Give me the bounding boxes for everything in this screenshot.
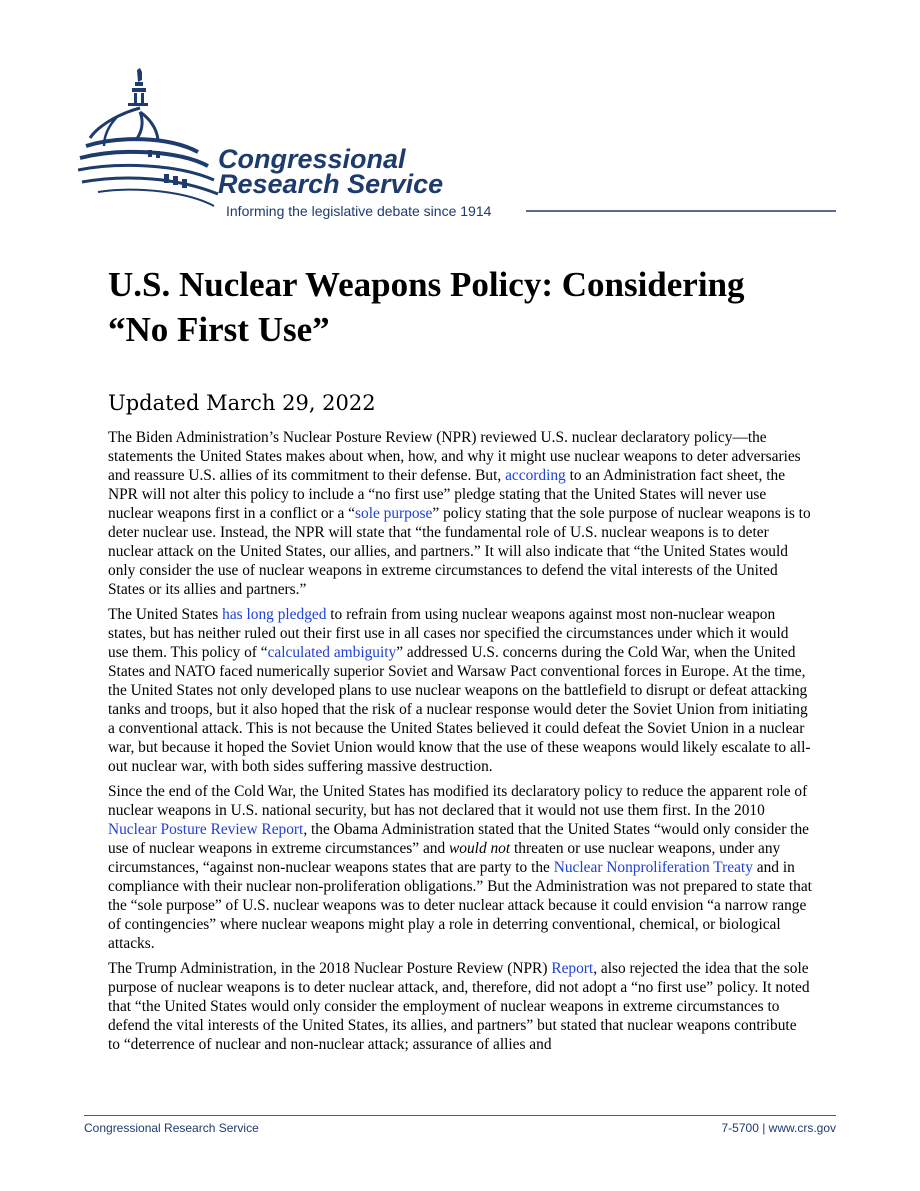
- link-has-long-pledged[interactable]: has long pledged: [222, 606, 327, 623]
- link-calculated-ambiguity[interactable]: calculated ambiguity: [267, 644, 397, 661]
- logo-line2: Research Service: [218, 169, 444, 199]
- footer-source: Congressional Research Service: [84, 1121, 259, 1135]
- logo-line1: Congressional: [218, 144, 406, 174]
- footer-id-url: 7-5700 | www.crs.gov: [721, 1121, 836, 1135]
- paragraph-2: The United States has long pledged to refrain from using nuclear weapons against most non-nuclear weapon states, but has neither ruled out their first use in all cases nor specified the circumstances under which it would use them. This policy of “calculated ambiguity” addressed U.S. concerns during the Cold War, when the United States and NATO faced numerically superior Soviet and Warsaw Pact conventional forces in Europe. At the time, the United States not only developed plans to use nuclear weapons on the battlefield to disrupt or defeat attacking tanks and troops, but it also hoped that the risk of a nuclear response would deter the Soviet Union from initiating a conventional attack. This is not because the United States believed it could defeat the Soviet Union in a nuclear war, but because it hoped the Soviet Union would know that the use of these weapons would likely escalate to all-out nuclear war, with both sides suffering massive destruction.: [108, 606, 811, 775]
- link-report-2018[interactable]: Report: [551, 960, 594, 977]
- link-according[interactable]: according: [505, 467, 566, 484]
- capitol-dome-icon: [78, 68, 218, 206]
- paragraph-3: Since the end of the Cold War, the United States has modified its declaratory policy to reduce the apparent role of nuclear weapons in U.S. national security, but has not declared that it would not use them first. In the 2010 Nuclear Posture Review Report, the Obama Administration stated that the United States “would only consider the use of nuclear weapons in extreme circumstances” and would not threaten or use nuclear weapons, under any circumstances, “against non-nuclear weapons states that are party to the Nuclear Nonproliferation Treaty and in compliance with their nuclear non-proliferation obligations.” But the Administration was not prepared to state that the “sole purpose” of U.S. nuclear weapons was to deter nuclear attack because it could envision “a narrow range of contingencies” where nuclear weapons might play a role in deterring conventional, chemical, or biological attacks.: [108, 783, 812, 952]
- link-npt[interactable]: Nuclear Nonproliferation Treaty: [553, 859, 753, 876]
- report-body: [108, 428, 812, 1060]
- footer-rule: [84, 1115, 836, 1116]
- link-npr-report-2010[interactable]: Nuclear Posture Review Report: [108, 821, 304, 838]
- crs-logo: [78, 66, 838, 222]
- paragraph-1: The Biden Administration’s Nuclear Posture Review (NPR) reviewed U.S. nuclear declaratory policy—the statements the United States makes about when, how, and why it might use nuclear weapons to deter adversaries and reassure U.S. allies of its commitment to their defense. But, according to an Administration fact sheet, the NPR will not alter this policy to include a “no first use” pledge stating that the United States will never use nuclear weapons first in a conflict or a “sole purpose” policy stating that the sole purpose of nuclear weapons is to deter nuclear use. Instead, the NPR will state that “the fundamental role of U.S. nuclear weapons is to deter nuclear attack on the United States, our allies, and partners.” It will also indicate that “the United States would only consider the use of nuclear weapons in extreme circumstances to defend the vital interests of the United States or its allies and partners.”: [108, 429, 811, 598]
- updated-date: Updated March 29, 2022: [108, 391, 376, 415]
- page-title: U.S. Nuclear Weapons Policy: Considering “No First Use”: [108, 265, 745, 349]
- link-sole-purpose[interactable]: sole purpose: [355, 505, 433, 522]
- paragraph-4: The Trump Administration, in the 2018 Nuclear Posture Review (NPR) Report, also rejected the idea that the sole purpose of nuclear weapons is to deter nuclear attack, and, therefore, did not adopt a “no first use” policy. It noted that “the United States would only consider the employment of nuclear weapons in extreme circumstances to defend the vital interests of the United States, its allies, and partners” but stated that nuclear weapons contribute to “deterrence of nuclear and non-nuclear attack; assurance of allies and: [108, 960, 810, 1053]
- logo-tagline: Informing the legislative debate since 1914: [226, 203, 492, 219]
